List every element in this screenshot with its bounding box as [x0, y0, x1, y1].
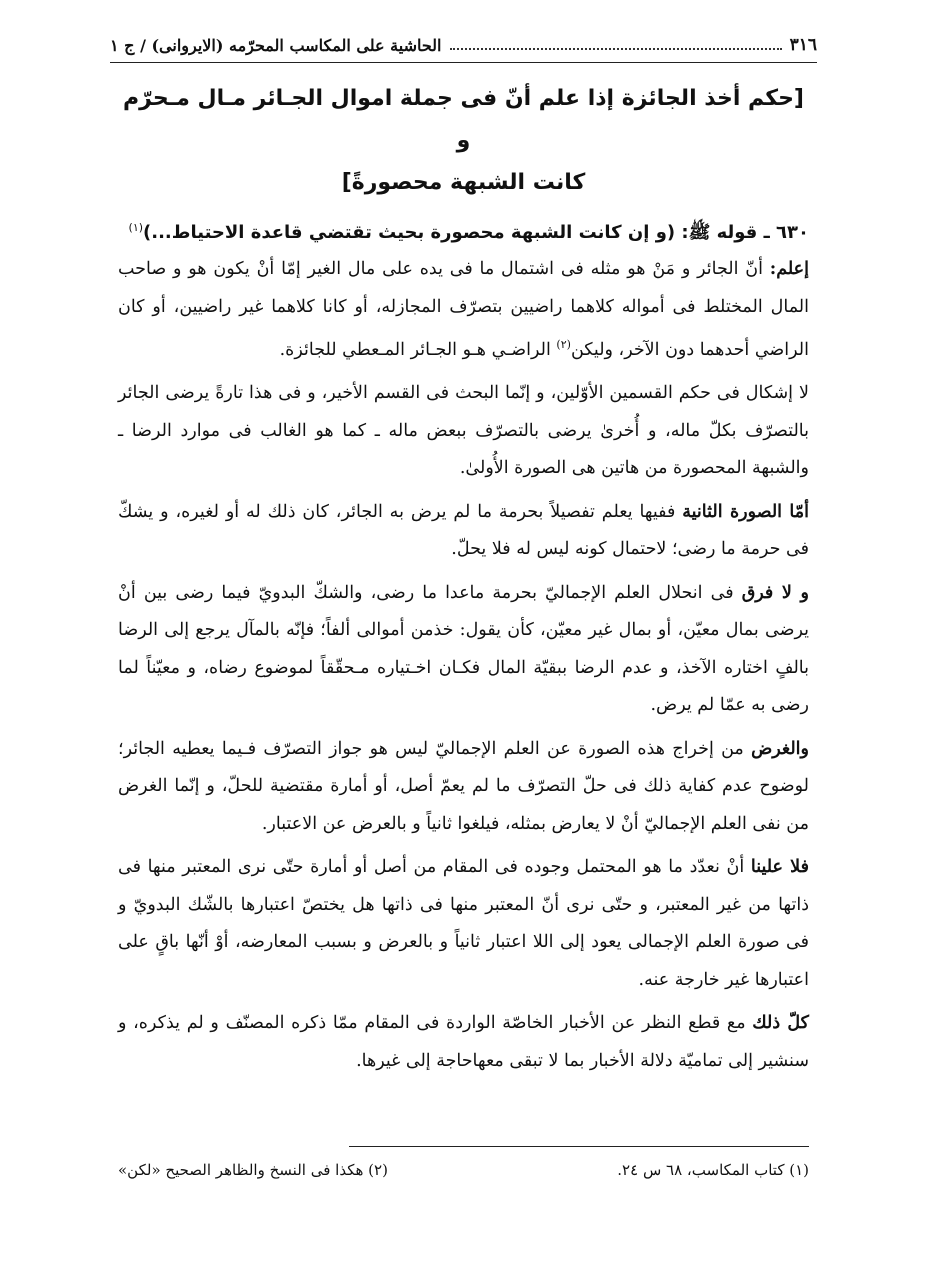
footnote-ref-1: (١) [128, 221, 144, 234]
book-title: الحاشية على المكاسب المحرّمه (الايروانى) / ج ١ [110, 35, 442, 55]
paragraph-text: فى انحلال العلم الإجماليّ بحرمة ماعدا ما رضى، والشكّ البدويّ فيما رضى بين أنْ يرضى بمال معيّن، أو بمال غير معيّن، كأن يقول: خذمن أموالى ألفاً؛ فإنّه بالمآل يرجع إلى الرضا بالفٍ اختاره الآخذ، و عدم الرضا ببقيّة المال فكـان اخـتياره مـحقّقاً لموضوع رضاه، و معيّناً لما رضى به عمّا لم يرض. [118, 582, 809, 716]
paragraph-7 [118, 1005, 809, 1080]
footnote-1: (١) كتاب المكاسب، ٦٨ س ٢٤. [617, 1161, 809, 1179]
paragraph-lead: إعلم: [769, 259, 809, 279]
paragraph-2 [118, 375, 809, 488]
paragraph-lead: و لا فرق [741, 582, 809, 603]
footnotes [118, 1156, 809, 1184]
page-number: ٣١٦ [789, 35, 817, 55]
section-heading [118, 78, 809, 204]
entry-lemma [118, 210, 809, 251]
paragraph-lead: فلا علينا [750, 857, 809, 878]
paragraph-6 [118, 849, 809, 999]
paragraph-lead: كلّ ذلك [752, 1013, 809, 1034]
paragraph-5 [118, 731, 809, 844]
section-heading-line-2: كانت الشبهة محصورةً] [341, 170, 586, 195]
paragraph-text: أنْ نعدّد ما هو المحتمل وجوده فى المقام من أصل أو أمارة حتّى نرى المعتبر منها فى ذاتها من غير المعتبر، و حتّى نرى أنّ المعتبر منها فى ذاتها هل يختصّ اعتبارها بالشّك البدويّ و فى صورة العلم الإجمالى يعود إلى اللا اعتبار ثانياً و بالعرض و بسبب المعارضه، أوْ أنّها باقٍ على اعتبارها غير خارجة عنه. [118, 857, 809, 990]
entry-lemma-text: ٦٣٠ ـ قوله ﷺ: (و إن كانت الشبهة محصورة بحيث تقتضي قاعدة الاحتياط...) [143, 222, 809, 243]
running-header [110, 30, 817, 60]
paragraph-3 [118, 494, 809, 569]
paragraph-text-cont: الراضـي هـو الجـائر المـعطي للجائزة. [279, 339, 557, 360]
section-heading-line-1: [حكم أخذ الجائزة إذا علم أنّ فى جملة اموال الجـائر مـال مـحرّم و [123, 86, 804, 153]
paragraph-lead: أمّا الصورة الثانية [682, 501, 809, 522]
paragraph-1 [118, 251, 809, 369]
paragraph-text: أنّ الجائر و مَنْ هو مثله فى اشتمال ما فى يده على مال الغير إمّا أنْ يكون هو و صاحب المال المختلط فى أمواله كلاهما راضيين بتصرّف المجازله، أو كانا كلاهما غير راضيين، أو كان الراضي أحدهما دون الآخر، وليكن [118, 259, 809, 360]
paragraph-text: من إخراج هذه الصورة عن العلم الإجماليّ ليس هو جواز التصرّف فـيما يعطيه الجائر؛ لوضوح عدم كفاية ذلك فى حلّ التصرّف ما لم يعمّ أصل، أو أمارة مقتضية للحلّ، و إنّما الغرض من نفى العلم الإجماليّ أنْ لا يعارض بمثله، فيلغوا ثانياً و بالعرض عن الاعتبار. [118, 738, 809, 834]
paragraph-text: لا إشكال فى حكم القسمين الأوّلين، و إنّما البحث فى القسم الأخير، و فى هذا تارةً يرضى الجائر بالتصرّف بكلّ ماله، و أُخرىٰ يرضى بالتصرّف ببعض ماله ـ كما هو الغالب فى موارد الرضا ـ والشبهة المحصورة من هاتين هى الصورة الأُولىٰ. [118, 383, 809, 479]
footnote-rule [349, 1146, 809, 1147]
footnote-ref-2: (٢) [556, 338, 571, 351]
main-text [118, 78, 809, 1086]
paragraph-text: ففيها يعلم تفصيلاً بحرمة ما لم يرض به الجائر، كان ذلك له أو لغيره، و يشكّ فى حرمة ما رضى؛ لاحتمال كونه ليس له فلا يحلّ. [118, 501, 809, 560]
paragraph-4 [118, 575, 809, 725]
header-rule [110, 62, 817, 63]
paragraph-text: مع قطع النظر عن الأخبار الخاصّة الواردة فى المقام ممّا ذكره المصنّف و لم يذكره، و سنشير إلى تماميّة دلالة الأخبار بما لا تبقى معهاحاجة إلى غيرها. [118, 1013, 809, 1071]
dotted-leader [450, 40, 782, 50]
paragraph-lead: والغرض [751, 738, 809, 759]
footnote-2: (٢) هكذا فى النسخ والظاهر الصحيح «لكن» [118, 1161, 388, 1179]
